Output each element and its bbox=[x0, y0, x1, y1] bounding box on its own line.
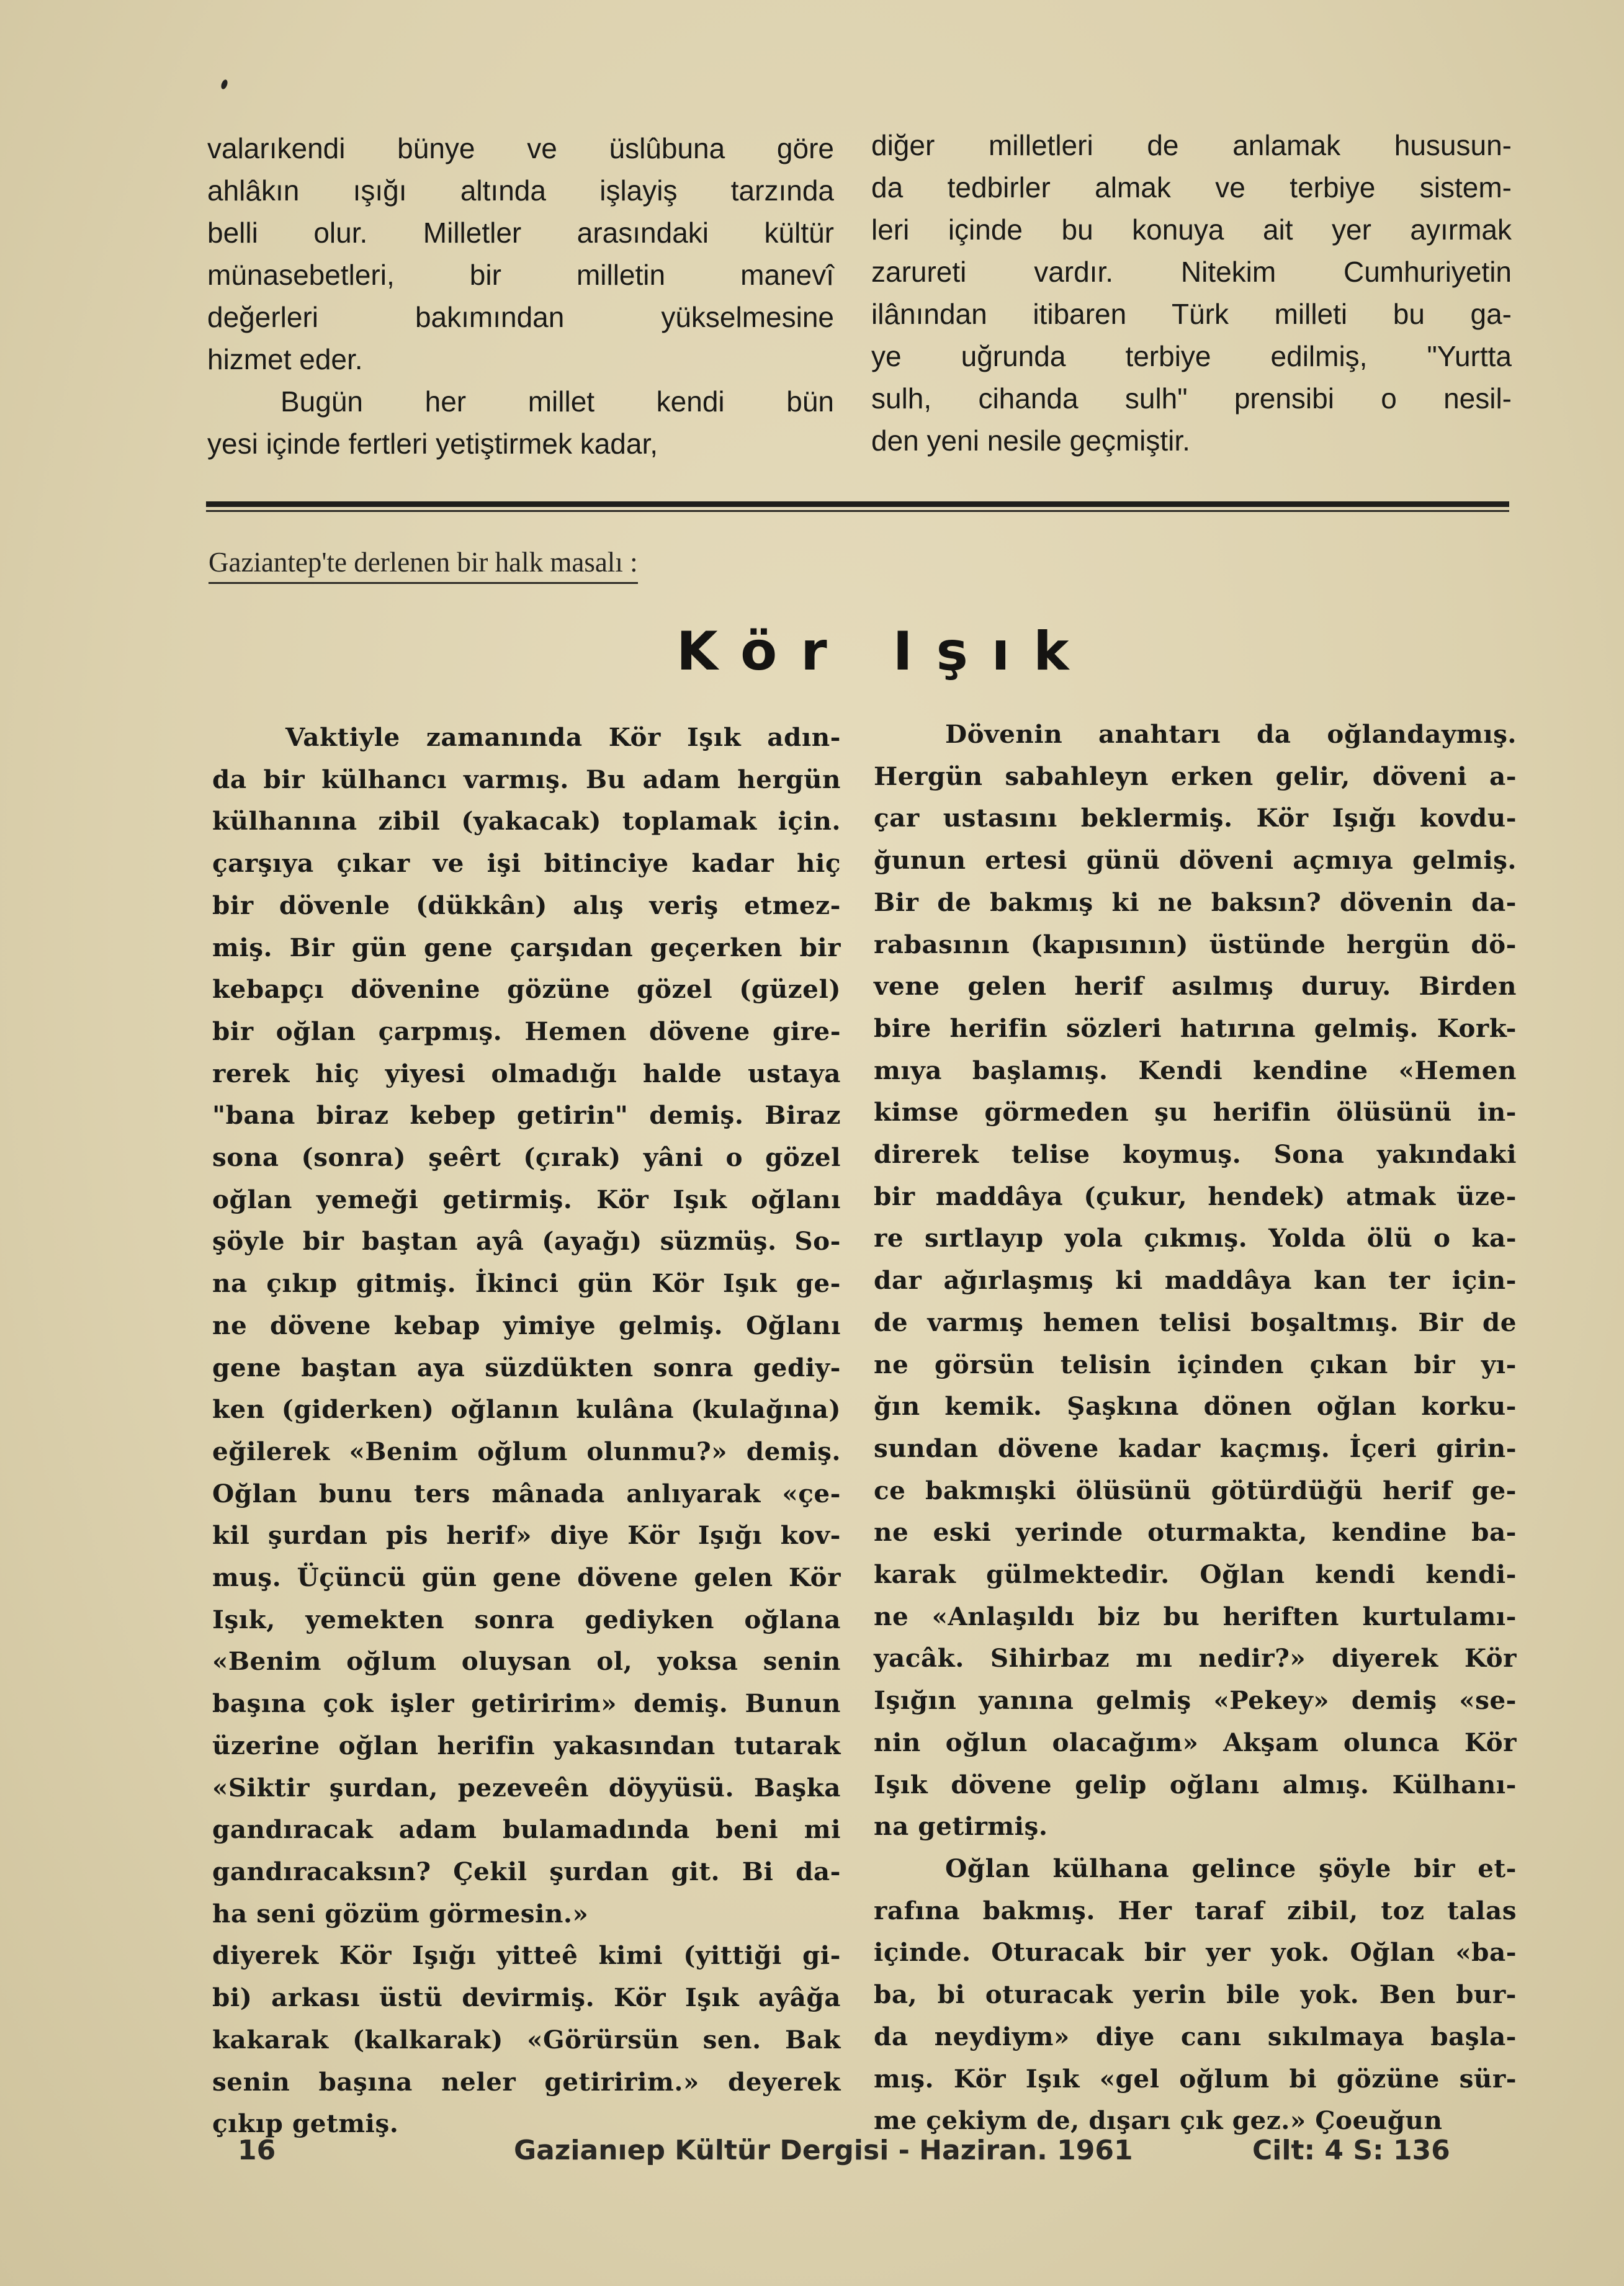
intro-text-left-column bbox=[207, 127, 834, 465]
text-line: Dövenin anahtarı da oğlandaymış. bbox=[945, 719, 1517, 749]
text-line: rafına bakmış. Her taraf zibil, toz talas bbox=[874, 1895, 1517, 1925]
text-line: kakarak (kalkarak) «Görürsün sen. Bak bbox=[212, 2024, 841, 2055]
text-line: Oğlan bunu ters mânada anlıyarak «çe- bbox=[212, 1478, 841, 1508]
text-line: ğunun ertesi günü döveni açmıya gelmiş. bbox=[874, 845, 1517, 876]
text-line: de varmış hemen telisi boşaltmış. Bir de bbox=[874, 1307, 1517, 1337]
section-divider-thick bbox=[206, 501, 1509, 507]
text-line: ye uğrunda terbiye edilmiş, "Yurtta bbox=[871, 340, 1512, 372]
text-line: çıkıp getmiş. bbox=[212, 2109, 399, 2139]
text-line: muş. Üçüncü gün gene dövene gelen Kör bbox=[212, 1562, 841, 1593]
text-line: içinde. Oturacak bir yer yok. Oğlan «ba- bbox=[874, 1937, 1517, 1968]
text-line: bire herifin sözleri hatırına gelmiş. Kork- bbox=[874, 1013, 1517, 1043]
text-line: Hergün sabahleyn erken gelir, döveni a- bbox=[874, 761, 1517, 791]
text-line: belli olur. Milletler arasındaki kültür bbox=[207, 217, 834, 249]
text-line: hizmet eder. bbox=[207, 343, 363, 375]
text-line: yacâk. Sihirbaz mı nedir?» diyerek Kör bbox=[874, 1643, 1517, 1674]
text-line: ne dövene kebap yimiye gelmiş. Oğlanı bbox=[212, 1310, 841, 1340]
text-line: değerleri bakımından yükselmesine bbox=[207, 301, 834, 333]
text-line: ilânından itibaren Türk milleti bu ga- bbox=[871, 298, 1512, 330]
text-line: den yeni nesile geçmiştir. bbox=[871, 424, 1190, 457]
text-line: rerek hiç yiyesi olmadığı halde ustaya bbox=[212, 1058, 841, 1088]
text-line: valarıkendi bünye ve üslûbuna göre bbox=[207, 132, 834, 164]
intro-text-right-column bbox=[871, 124, 1512, 462]
text-line: ne «Anlaşıldı biz bu heriften kurtulamı- bbox=[874, 1601, 1517, 1631]
text-line: «Siktir şurdan, pezeveên döyyüsü. Başka bbox=[212, 1772, 841, 1803]
text-line: mış. Kör Işık «gel oğlum bi gözüne sür- bbox=[874, 2063, 1517, 2094]
text-line: Oğlan külhana gelince şöyle bir et- bbox=[945, 1853, 1517, 1883]
text-line: gene baştan aya süzdükten sonra gediy- bbox=[212, 1352, 841, 1383]
text-line: Bugün her millet kendi bün bbox=[280, 385, 834, 418]
text-line: gandıracaksın? Çekil şurdan git. Bi da- bbox=[212, 1856, 841, 1886]
text-line: Işık dövene gelip oğlanı almış. Külhanı- bbox=[874, 1769, 1517, 1800]
ink-speck bbox=[220, 79, 229, 90]
text-line: ne eski yerinde oturmakta, kendine ba- bbox=[874, 1517, 1517, 1548]
text-line: sona (sonra) şeêrt (çırak) yâni o gözel bbox=[212, 1142, 841, 1173]
text-line: re sırtlayıp yola çıkmış. Yolda ölü o ka- bbox=[874, 1223, 1517, 1253]
footer-page-number: 16 bbox=[238, 2135, 276, 2166]
text-line: ha seni gözüm görmesin.» bbox=[212, 1898, 589, 1929]
text-line: Işığın yanına gelmiş «Pekey» demiş «se- bbox=[874, 1685, 1517, 1716]
text-line: Işık, yemekten sonra gediyken oğlana bbox=[212, 1604, 841, 1634]
section-divider-thin bbox=[206, 510, 1509, 512]
text-line: üzerine oğlan herifin yakasından tutarak bbox=[212, 1730, 841, 1760]
text-line: kebapçı dövenine gözüne gözel (güzel) bbox=[212, 974, 841, 1005]
story-left-column bbox=[212, 717, 841, 2145]
text-line: direrek telise koymuş. Sona yakındaki bbox=[874, 1139, 1517, 1170]
text-line: külhanına zibil (yakacak) toplamak için. bbox=[212, 806, 841, 836]
text-line: miş. Bir gün gene çarşıdan geçerken bir bbox=[212, 932, 841, 962]
text-line: çar ustasını beklermiş. Kör Işığı kovdu- bbox=[874, 803, 1517, 833]
text-line: zarureti vardır. Nitekim Cumhuriyetin bbox=[871, 256, 1512, 288]
text-line: senin başına neler getiririm.» deyerek bbox=[212, 2066, 841, 2097]
text-line: «Benim oğlum oluysan ol, yoksa senin bbox=[212, 1646, 841, 1677]
text-line: na çıkıp gitmiş. İkinci gün Kör Işık ge- bbox=[212, 1268, 841, 1299]
text-line: karak gülmektedir. Oğlan kendi kendi- bbox=[874, 1559, 1517, 1590]
text-line: dar ağırlaşmış ki maddâya kan ter için- bbox=[874, 1265, 1517, 1296]
text-line: mıya başlamış. Kendi kendine «Hemen bbox=[874, 1055, 1517, 1085]
text-line: da tedbirler almak ve terbiye sistem- bbox=[871, 171, 1512, 204]
text-line: sundan dövene kadar kaçmış. İçeri girin- bbox=[874, 1433, 1517, 1463]
text-line: bir dövenle (dükkân) alış veriş etmez- bbox=[212, 890, 841, 920]
article-kicker: Gaziantep'te derlenen bir halk masalı : bbox=[209, 546, 638, 584]
article-title: Kör Işık bbox=[676, 621, 1093, 683]
text-line: çarşıya çıkar ve işi bitinciye kadar hiç bbox=[212, 848, 841, 879]
text-line: "bana biraz kebep getirin" demiş. Biraz bbox=[212, 1100, 841, 1131]
story-right-column bbox=[874, 714, 1517, 2142]
text-line: bir oğlan çarpmış. Hemen dövene gire- bbox=[212, 1016, 841, 1046]
footer-volume-issue: Cilt: 4 S: 136 bbox=[1252, 2135, 1450, 2166]
text-line: diyerek Kör Işığı yitteê kimi (yittiği gi- bbox=[212, 1940, 841, 1971]
text-line: Vaktiyle zamanında Kör Işık adın- bbox=[285, 722, 841, 752]
text-line: nin oğlun olacağım» Akşam olunca Kör bbox=[874, 1727, 1517, 1757]
text-line: ne görsün telisin içinden çıkan bir yı- bbox=[874, 1349, 1517, 1379]
text-line: da neydiym» diye canı sıkılmaya başla- bbox=[874, 2021, 1517, 2051]
text-line: bir maddâya (çukur, hendek) atmak üze- bbox=[874, 1181, 1517, 1211]
footer-journal-name: Gazianıep Kültür Dergisi - Haziran. 1961 bbox=[514, 2135, 1133, 2166]
text-line: leri içinde bu konuya ait yer ayırmak bbox=[871, 213, 1512, 246]
text-line: şöyle bir baştan ayâ (ayağı) süzmüş. So- bbox=[212, 1226, 841, 1257]
text-line: ken (giderken) oğlanın kulâna (kulağına) bbox=[212, 1394, 841, 1425]
text-line: sulh, cihanda sulh" prensibi o nesil- bbox=[871, 382, 1512, 415]
text-line: başına çok işler getiririm» demiş. Bunun bbox=[212, 1688, 841, 1719]
text-line: eğilerek «Benim oğlum olunmu?» demiş. bbox=[212, 1436, 841, 1466]
text-line: Bir de bakmış ki ne baksın? dövenin da- bbox=[874, 887, 1517, 917]
text-line: vene gelen herif asılmış duruy. Birden bbox=[874, 971, 1517, 1002]
text-line: oğlan yemeği getirmiş. Kör Işık oğlanı bbox=[212, 1184, 841, 1214]
text-line: bi) arkası üstü devirmiş. Kör Işık ayâğa bbox=[212, 1983, 841, 2013]
text-line: diğer milletleri de anlamak hususun- bbox=[871, 129, 1512, 161]
text-line: münasebetleri, bir milletin manevî bbox=[207, 259, 834, 291]
text-line: ahlâkın ışığı altında işlayiş tarzında bbox=[207, 174, 834, 207]
text-line: yesi içinde fertleri yetiştirmek kadar, bbox=[207, 428, 658, 460]
text-line: ğın kemik. Şaşkına dönen oğlan korku- bbox=[874, 1391, 1517, 1422]
text-line: rabasının (kapısının) üstünde hergün dö- bbox=[874, 929, 1517, 959]
text-line: kimse görmeden şu herifin ölüsünü in- bbox=[874, 1097, 1517, 1127]
text-line: na getirmiş. bbox=[874, 1811, 1048, 1842]
text-line: gandıracak adam bulamadında beni mi bbox=[212, 1814, 841, 1845]
text-line: me çekiym de, dışarı çık gez.» Çoeuğun bbox=[874, 2105, 1443, 2136]
text-line: ba, bi oturacak yerin bile yok. Ben bur- bbox=[874, 1979, 1517, 2010]
text-line: da bir külhancı varmış. Bu adam hergün bbox=[212, 764, 841, 794]
text-line: kil şurdan pis herif» diye Kör Işığı kov- bbox=[212, 1520, 841, 1551]
text-line: ce bakmışki ölüsünü götürdüğü herif ge- bbox=[874, 1475, 1517, 1505]
